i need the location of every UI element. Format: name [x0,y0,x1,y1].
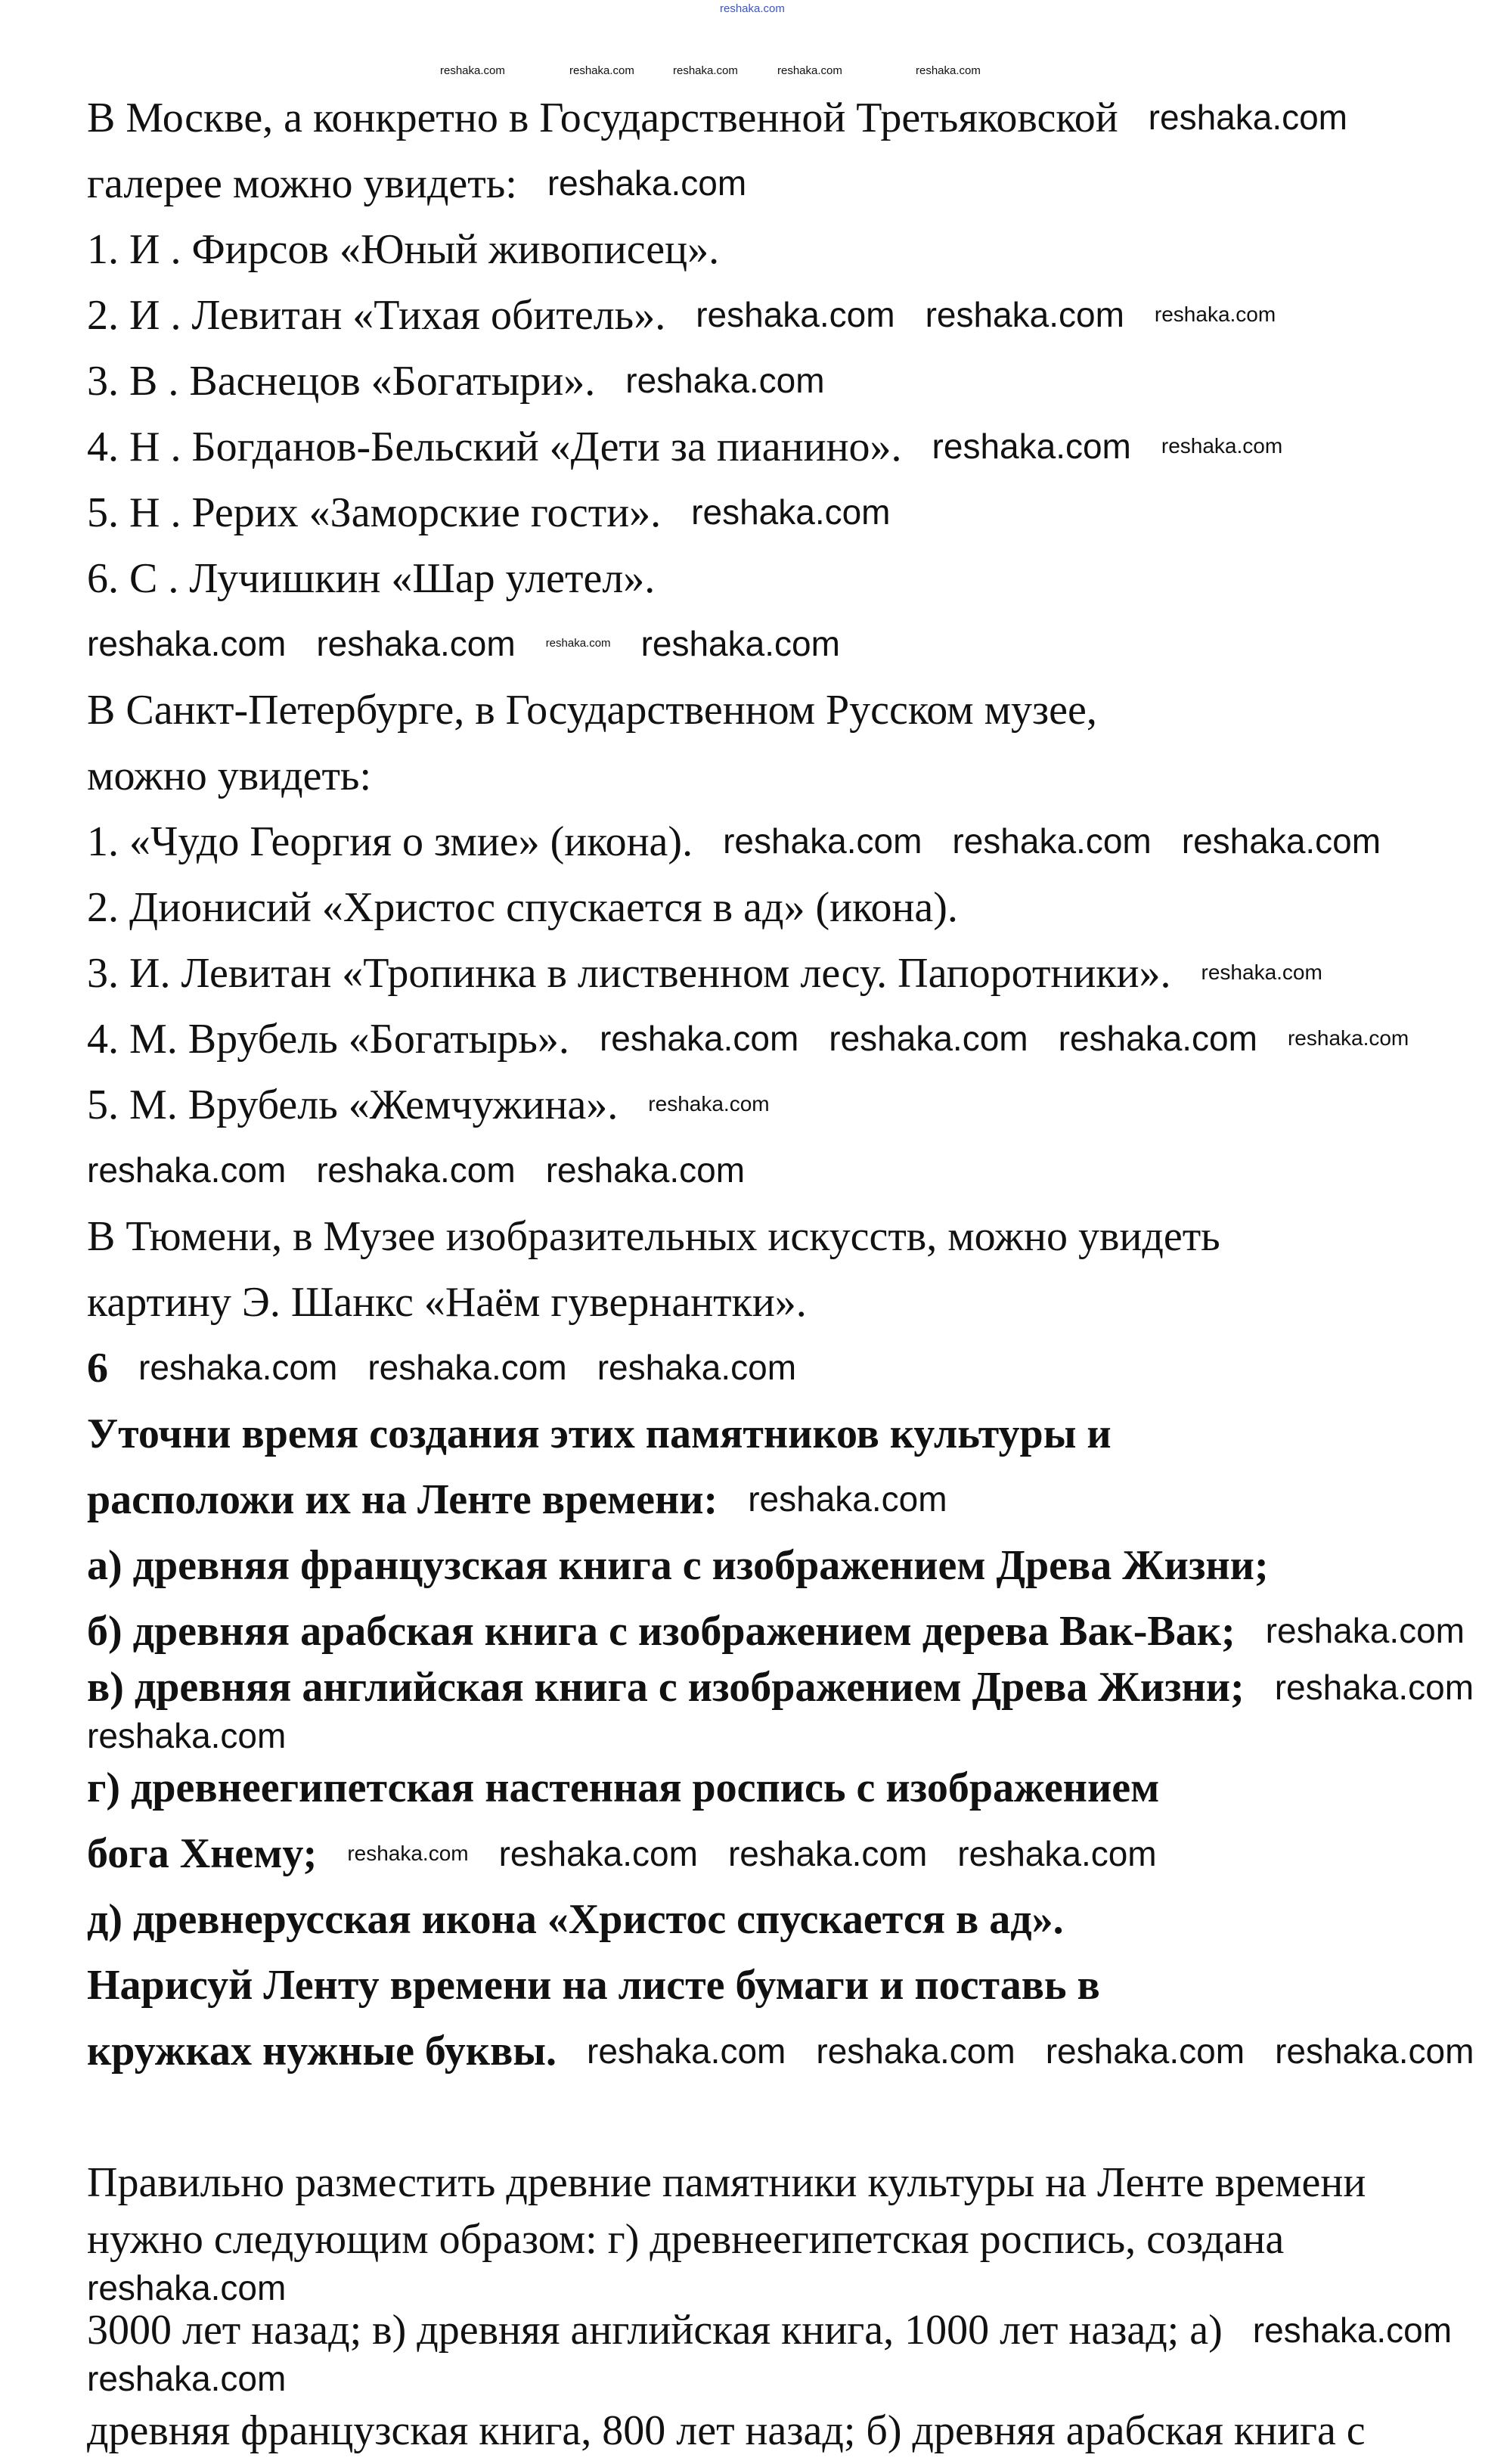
text-row [0,479,1510,545]
watermark-text: reshaka.com [1274,1667,1474,1707]
watermark-text: reshaka.com [673,64,738,77]
text-row [0,1755,1510,1821]
watermark-text: reshaka.com [1045,2031,1245,2071]
answer-text-line: 3. В . Васнецов «Богатыри». [87,357,596,405]
watermark-text: reshaka.com [597,1348,797,1388]
text-row [0,2307,1510,2398]
text-row [0,1335,1510,1401]
watermark-text: reshaka.com [316,1150,516,1190]
watermark-text: reshaka.com [1275,2031,1474,2071]
text-row [0,1006,1510,1072]
watermark-text: reshaka.com [640,624,840,664]
watermark-text: reshaka.com [1181,821,1381,861]
text-row [0,940,1510,1006]
answer-text-line: В Москве, а конкретно в Государственной Третьяковской [87,94,1118,141]
text-row [0,545,1510,611]
text-row [0,1072,1510,1137]
watermark-text: reshaka.com [723,821,922,861]
text-row [0,2398,1510,2464]
watermark-text: reshaka.com [727,1833,928,1873]
task-text-line: расположи их на Ленте времени: [87,1476,718,1523]
text-row [0,282,1510,348]
watermark-text: reshaka.com [952,821,1152,861]
blank-row [0,611,1510,677]
task-text-line: кружках нужные буквы. [87,2028,557,2075]
text-row [0,1203,1510,1269]
text-row [0,1887,1510,1953]
watermark-text: reshaka.com [748,1479,947,1519]
watermark-text: reshaka.com [1252,2310,1453,2350]
answer-text-line: 5. Н . Рерих «Заморские гости». [87,489,662,536]
watermark-text: reshaka.com [1148,98,1348,138]
task-text-line: 6 [87,1344,108,1392]
watermark-text: reshaka.com [1154,303,1276,327]
answer-text-line: картину Э. Шанкс «Наём гувернантки». [87,1278,807,1326]
text-row [0,2216,1510,2307]
answer-text-line: В Санкт-Петербурге, в Государственном Русском музее, [87,686,1097,734]
watermark-text: reshaka.com [87,624,287,664]
task-text-line: г) древнеегипетская настенная роспись с изображением [87,1764,1160,1812]
task-text-line: б) древняя арабская книга с изображением дерева Вак-Вак; [87,1607,1236,1655]
answer-text-line: 2. И . Левитан «Тихая обитель». [87,291,666,339]
task-text-line: бога Хнему; [87,1830,318,1878]
watermark-text: reshaka.com [932,427,1131,467]
task-text-line: Уточни время создания этих памятников культуры и [87,1410,1112,1457]
text-row [0,1664,1510,1755]
text-row [0,1598,1510,1664]
answer-text-line: 1. «Чудо Георгия о змие» (икона). [87,818,693,865]
watermark-text: reshaka.com [957,1833,1157,1873]
text-row [0,2150,1510,2216]
text-row [0,151,1510,216]
watermark-text: reshaka.com [1201,960,1322,985]
watermark-text: reshaka.com [625,361,825,401]
answer-text-line: 2. Дионисий «Христос спускается в ад» (икона). [87,883,958,931]
watermark-text: reshaka.com [1058,1019,1257,1059]
watermark-text: reshaka.com [547,163,747,203]
blank-row [0,1137,1510,1203]
text-row [0,2019,1510,2084]
text-row [0,1466,1510,1532]
answer-text-line: 4. Н . Богданов-Бельский «Дети за пианино». [87,423,902,470]
watermark-text: reshaka.com [367,1348,567,1388]
watermark-text: reshaka.com [1287,1026,1409,1050]
watermark-text: reshaka.com [925,295,1124,335]
answer-text-line: древняя французская книга, 800 лет назад; б) древняя арабская книга с [87,2407,1366,2455]
watermark-text: reshaka.com [498,1833,698,1873]
answer-text-line: 1. И . Фирсов «Юный живописец». [87,225,720,273]
text-row [0,414,1510,479]
text-row [0,1953,1510,2019]
watermark-text: reshaka.com [440,64,505,77]
text-row [0,874,1510,940]
blank-row [0,2084,1510,2150]
task-text-line: в) древняя английская книга с изображением Древа Жизни; [87,1664,1245,1711]
watermark-text: reshaka.com [87,1716,287,1755]
watermark-text: reshaka.com [316,624,516,664]
watermark-text: reshaka.com [87,1150,287,1190]
watermark-text: reshaka.com [720,2,785,15]
answer-text-line: нужно следующим образом: г) древнеегипетская роспись, создана [87,2215,1285,2263]
watermark-text: reshaka.com [545,637,611,650]
watermark-text: reshaka.com [347,1841,469,1865]
answer-text-line: 6. С . Лучишкин «Шар улетел». [87,554,656,602]
text-row [0,808,1510,874]
answer-text-line: 3000 лет назад; в) древняя английская книга, 1000 лет назад; а) [87,2307,1223,2354]
watermark-text: reshaka.com [691,492,891,532]
watermark-text: reshaka.com [545,1150,746,1190]
watermark-text: reshaka.com [816,2031,1015,2071]
answer-text-line: 5. М. Врубель «Жемчужина». [87,1081,619,1128]
text-row [0,677,1510,743]
text-row [0,1269,1510,1335]
answer-text-line: 3. И. Левитан «Тропинка в лиственном лесу. Папоротники». [87,949,1171,997]
watermark-text: reshaka.com [599,1019,799,1059]
task-text-line: д) древнерусская икона «Христос спускается в ад». [87,1896,1064,1944]
watermark-text: reshaka.com [829,1019,1028,1059]
text-row [0,1401,1510,1466]
watermark-text: reshaka.com [916,64,981,77]
answer-text-line: В Тюмени, в Музее изобразительных искусств, можно увидеть [87,1212,1220,1260]
text-row [0,85,1510,151]
watermark-text: reshaka.com [87,2359,287,2399]
answer-text-line: Правильно разместить древние памятники культуры на Ленте времени [87,2159,1366,2207]
text-row [0,743,1510,808]
task-text-line: а) древняя французская книга с изображением Древа Жизни; [87,1541,1269,1589]
header-band [0,0,1510,85]
watermark-text: reshaka.com [696,295,895,335]
text-row [0,1532,1510,1598]
watermark-text: reshaka.com [1161,434,1283,458]
watermark-text: reshaka.com [587,2031,786,2071]
text-row [0,216,1510,282]
task-text-line: Нарисуй Ленту времени на листе бумаги и поставь в [87,1962,1100,2009]
watermark-text: reshaka.com [1265,1611,1465,1651]
watermark-text: reshaka.com [648,1092,770,1116]
text-row [0,1821,1510,1887]
answer-text-line: можно увидеть: [87,752,372,799]
text-row [0,348,1510,414]
answer-text-line: 4. М. Врубель «Богатырь». [87,1015,569,1063]
watermark-text: reshaka.com [138,1348,338,1388]
watermark-text: reshaka.com [569,64,634,77]
answer-text-line: галерее можно увидеть: [87,160,517,207]
watermark-text: reshaka.com [87,2267,287,2307]
watermark-text: reshaka.com [777,64,842,77]
